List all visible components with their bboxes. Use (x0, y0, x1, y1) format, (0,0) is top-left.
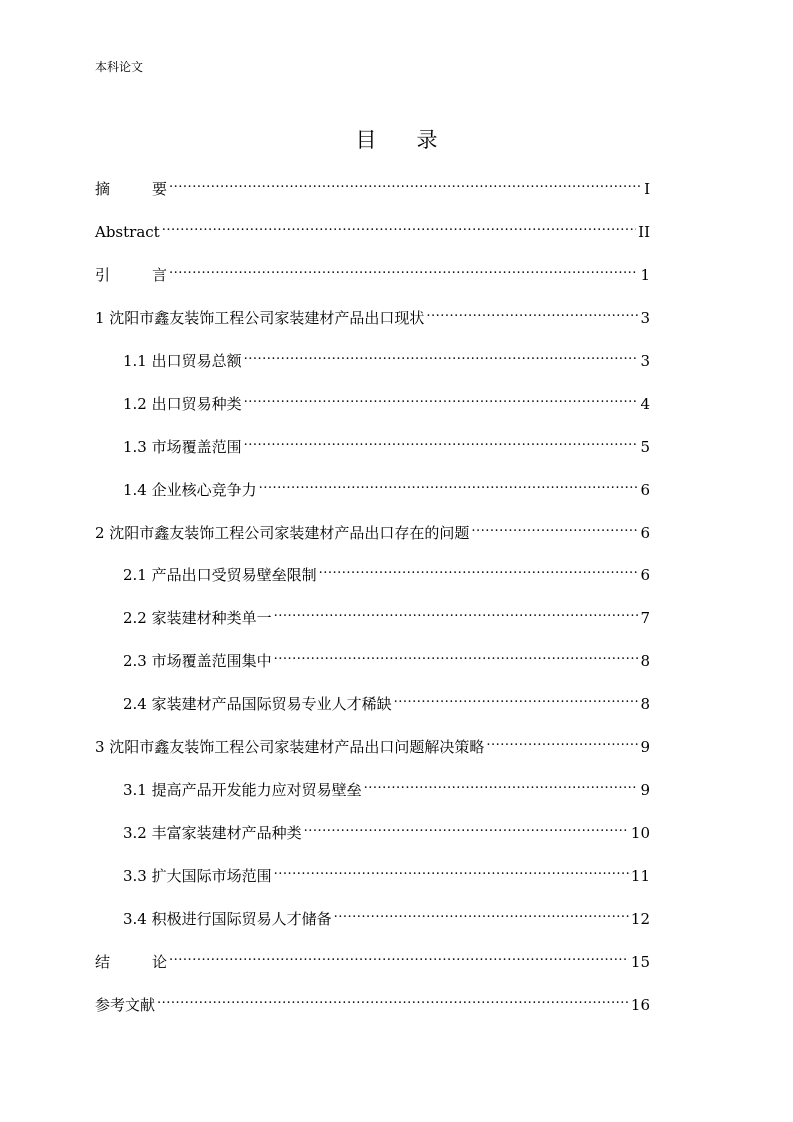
toc-entry-text: 3 沈阳市鑫友装饰工程公司家装建材产品出口问题解决策略 (95, 738, 485, 757)
toc-entry-section-2-3[interactable] (95, 642, 650, 671)
toc-entry-text: 3.2 丰富家装建材产品种类 (123, 824, 302, 843)
toc-entry-page: I (644, 180, 650, 198)
toc-entry-page: 1 (640, 265, 650, 284)
toc-entry-text: 3.1 提高产品开发能力应对贸易壁垒 (123, 781, 362, 800)
toc-leader-dots (259, 471, 639, 495)
toc-entry-section-1-2[interactable] (95, 385, 650, 413)
toc-entry-section-1-4[interactable] (95, 471, 650, 499)
toc-entry-section-3-4[interactable] (95, 900, 650, 928)
toc-entry-page: 11 (630, 867, 650, 885)
toc-entry-abstract-en[interactable] (95, 213, 650, 241)
toc-list (95, 170, 650, 1029)
toc-leader-dots (394, 685, 639, 709)
toc-entry-chapter-2[interactable] (95, 514, 650, 542)
toc-entry-references[interactable] (95, 986, 650, 1014)
toc-entry-text: 2.3 市场覆盖范围集中 (123, 652, 272, 671)
toc-entry-page: 8 (640, 695, 650, 714)
toc-leader-dots (304, 814, 629, 838)
toc-entry-page: 10 (630, 824, 650, 843)
toc-entry-text: 1 沈阳市鑫友装饰工程公司家装建材产品出口现状 (95, 308, 425, 327)
toc-entry-section-3-1[interactable] (95, 771, 650, 800)
toc-entry-text: 2.4 家装建材产品国际贸易专业人才稀缺 (123, 695, 392, 714)
toc-entry-section-1-1[interactable] (95, 342, 650, 370)
toc-leader-dots (169, 256, 638, 280)
toc-entry-chapter-1[interactable] (95, 299, 650, 327)
toc-leader-dots (274, 857, 629, 881)
toc-entry-page: 6 (640, 566, 650, 585)
toc-entry-section-1-3[interactable] (95, 428, 650, 456)
toc-entry-page: 16 (630, 995, 650, 1014)
toc-leader-dots (169, 170, 642, 194)
toc-entry-text: Abstract (95, 222, 160, 241)
toc-entry-text: 1.2 出口贸易种类 (123, 394, 242, 413)
toc-entry-text: 参考文献 (95, 995, 156, 1014)
toc-entry-page: 3 (640, 308, 650, 327)
toc-entry-char: 论 (152, 952, 168, 971)
toc-title (0, 126, 793, 154)
toc-leader-dots (162, 213, 636, 237)
toc-entry-page: 3 (640, 351, 650, 370)
toc-entry-text: 1.3 市场覆盖范围 (123, 437, 242, 456)
toc-entry-text: 2 沈阳市鑫友装饰工程公司家装建材产品出口存在的问题 (95, 523, 470, 542)
toc-entry-page: 6 (640, 523, 650, 542)
toc-entry-page: 4 (640, 394, 650, 413)
toc-leader-dots (334, 900, 629, 924)
toc-entry-char: 要 (152, 180, 168, 198)
toc-leader-dots (244, 342, 639, 366)
toc-entry-section-3-3[interactable] (95, 857, 650, 885)
toc-entry-char: 言 (152, 265, 168, 284)
toc-entry-text: 3.3 扩大国际市场范围 (123, 867, 272, 885)
toc-leader-dots (364, 771, 639, 795)
toc-leader-dots (274, 599, 639, 623)
toc-entry-section-2-4[interactable] (95, 685, 650, 714)
toc-entry-abstract-cn[interactable] (95, 170, 650, 198)
toc-title-left: 目 (355, 128, 377, 152)
toc-leader-dots (426, 299, 638, 323)
toc-entry-page: II (638, 222, 650, 241)
toc-entry-page: 9 (640, 781, 650, 800)
toc-entry-section-3-2[interactable] (95, 814, 650, 843)
toc-entry-conclusion[interactable] (95, 943, 650, 971)
toc-entry-text (95, 177, 167, 201)
toc-entry-section-2-2[interactable] (95, 599, 650, 628)
toc-entry-chapter-3[interactable] (95, 728, 650, 757)
toc-entry-page: 6 (640, 480, 650, 499)
toc-entry-char: 结 (95, 952, 111, 971)
toc-leader-dots (244, 385, 639, 409)
toc-title-right: 录 (416, 128, 438, 152)
toc-entry-page: 8 (640, 652, 650, 671)
toc-entry-text: 2.1 产品出口受贸易壁垒限制 (123, 566, 317, 585)
toc-entry-text: 3.4 积极进行国际贸易人才储备 (123, 909, 332, 928)
toc-entry-page: 9 (640, 738, 650, 757)
toc-leader-dots (157, 986, 629, 1010)
toc-leader-dots (319, 556, 639, 580)
toc-entry-text: 1.4 企业核心竞争力 (123, 480, 257, 499)
toc-entry-introduction[interactable] (95, 256, 650, 284)
toc-entry-text: 2.2 家装建材种类单一 (123, 609, 272, 628)
toc-leader-dots (244, 428, 639, 452)
toc-entry-page: 7 (640, 609, 650, 628)
toc-entry-text (95, 263, 167, 287)
toc-leader-dots (486, 728, 638, 752)
toc-entry-char: 摘 (95, 180, 111, 198)
toc-entry-text: 1.1 出口贸易总额 (123, 351, 242, 370)
toc-entry-page: 5 (640, 437, 650, 456)
toc-leader-dots (169, 943, 629, 967)
toc-leader-dots (274, 642, 639, 666)
toc-entry-text (95, 950, 167, 974)
toc-leader-dots (471, 514, 638, 538)
toc-entry-section-2-1[interactable] (95, 556, 650, 585)
toc-entry-page: 15 (630, 952, 650, 971)
toc-entry-char: 引 (95, 265, 111, 284)
toc-entry-page: 12 (630, 909, 650, 928)
running-header: 本科论文 (95, 60, 144, 74)
